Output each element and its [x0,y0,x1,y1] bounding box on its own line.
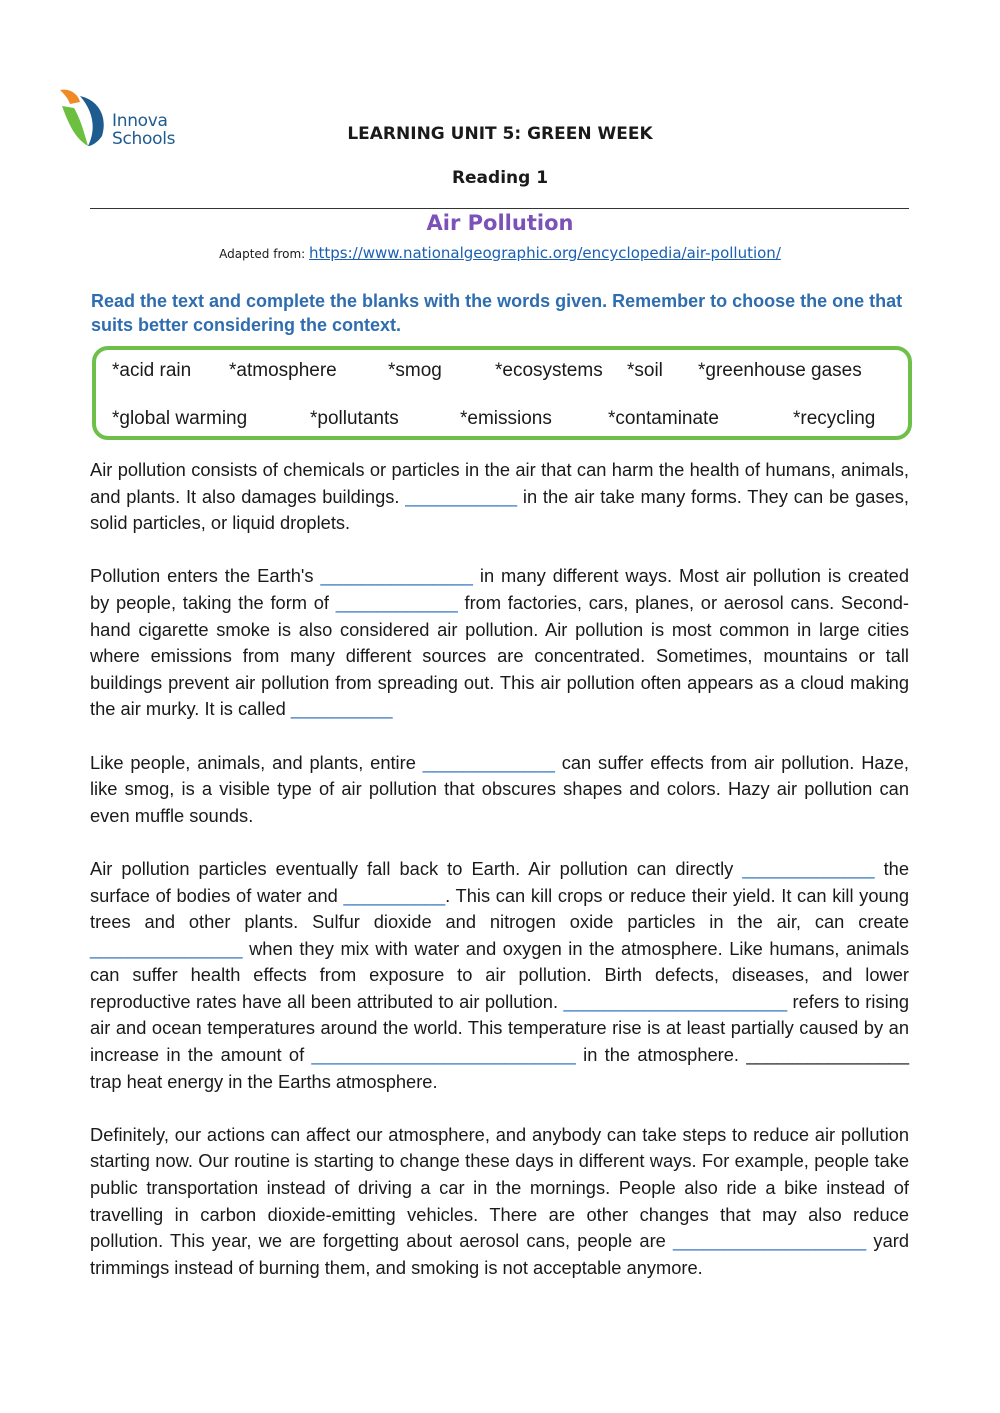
text-segment: can suffer effects from air pollution. Haze, like smog, is a visible type of air pollution that obscures shapes and colors. Hazy air pollution can even muffle sounds. [90,751,909,826]
paragraph [90,750,909,830]
text-segment: the surface of bodies of water and [90,857,909,906]
fill-blank[interactable]: _____________ [422,751,555,773]
document-title: Air Pollution [426,211,574,235]
text-segment: Definitely, our actions can affect our atmosphere, and anybody can take steps to reduce air pollution starting now. Our routine is starting to change these days in different ways. For example, people take public transportation instead of driving a car in the mornings. People also ride a bike instead of travelling in carbon dioxide-emitting vehicles. There are other changes that may also reduce pollution. This year, we are forgetting about aerosol cans, people are [90,1123,909,1252]
fill-blank[interactable]: __________ [290,698,393,720]
text-segment: from factories, cars, planes, or aerosol cans. Second-hand cigarette smoke is also considered air pollution. Air pollution is most common in large cities where emissions from many different sources are concentrated. Sometimes, mountains or tall buildings prevent air pollution from spreading out. This air pollution often appears as a cloud making the air murky. It is called [90,591,909,720]
logo-line-2: Schools [112,129,176,149]
word-bank-item: *contaminate [608,408,719,429]
paragraph [90,1122,909,1282]
text-segment: . This can kill crops or reduce their yield. It can kill young trees and other plants. Sulfur dioxide and nitrogen oxide particles in the air, can create [90,884,909,933]
source-link[interactable]: https://www.nationalgeographic.org/encyclopedia/air-pollution/ [309,244,781,262]
reading-text [90,457,909,1308]
paragraph [90,563,909,723]
source-prefix: Adapted from: [219,247,309,261]
word-bank-item: *atmosphere [229,360,337,381]
paragraph [90,856,909,1095]
logo-line-1: Innova [112,111,168,131]
reading-label: Reading 1 [451,168,549,188]
fill-blank[interactable]: __________________________ [311,1044,576,1066]
text-segment: in the air take many forms. They can be gases, solid particles, or liquid droplets. [90,485,909,534]
source-attribution [0,244,1000,262]
fill-blank[interactable]: __________ [343,884,446,906]
paragraph [90,457,909,537]
word-bank-item: *emissions [460,408,552,429]
unit-title: LEARNING UNIT 5: GREEN WEEK [347,124,653,144]
fill-blank[interactable]: _______________ [90,937,243,959]
fill-blank[interactable]: ___________________ [673,1230,867,1252]
word-bank-item: *global warming [112,408,248,429]
fill-blank[interactable]: ________________ [746,1044,910,1066]
word-bank-item: *soil [627,360,663,381]
text-segment: refers to rising air and ocean temperatures around the world. This temperature rise is at least partially caused by an increase in the amount of [90,990,909,1066]
fill-blank[interactable]: ___________ [405,485,518,507]
text-segment: Pollution enters the Earth's [90,565,321,587]
text-segment: Air pollution particles eventually fall back to Earth. Air pollution can directly [90,857,743,879]
fill-blank[interactable]: _____________ [742,857,875,879]
word-bank-item: *pollutants [310,408,399,429]
text-segment: in the atmosphere. [575,1044,747,1066]
fill-blank[interactable]: ______________________ [563,990,788,1012]
fill-blank[interactable]: _______________ [320,565,473,587]
text-segment: Like people, animals, and plants, entire [90,751,423,773]
text-segment: trap heat energy in the Earths atmosphere. [90,1070,438,1092]
text-segment: Air pollution consists of chemicals or particles in the air that can harm the health of humans, animals, and plants. It also damages buildings. [90,459,909,507]
word-bank-item: *ecosystems [495,360,603,381]
word-bank-item: *acid rain [112,360,192,381]
text-segment: yard trimmings instead of burning them, and smoking is not acceptable anymore. [90,1230,909,1278]
text-segment: in many different ways. Most air pollution is created by people, taking the form of [90,565,909,613]
header-divider [90,208,909,209]
word-bank-item: *smog [388,360,442,381]
word-bank-item: *recycling [793,408,876,429]
word-bank-item: *greenhouse gases [698,360,862,381]
text-segment: when they mix with water and oxygen in the atmosphere. Like humans, animals can suffer health effects from exposure to air pollution. Birth defects, diseases, and lower reproductive rates have all been attributed to air pollution. [90,937,909,1012]
fill-blank[interactable]: ____________ [335,591,458,613]
innova-schools-logo [58,86,198,156]
word-bank [92,346,912,440]
instructions: Read the text and complete the blanks with the words given. Remember to choose the one that suits better considering the context. [91,291,903,335]
